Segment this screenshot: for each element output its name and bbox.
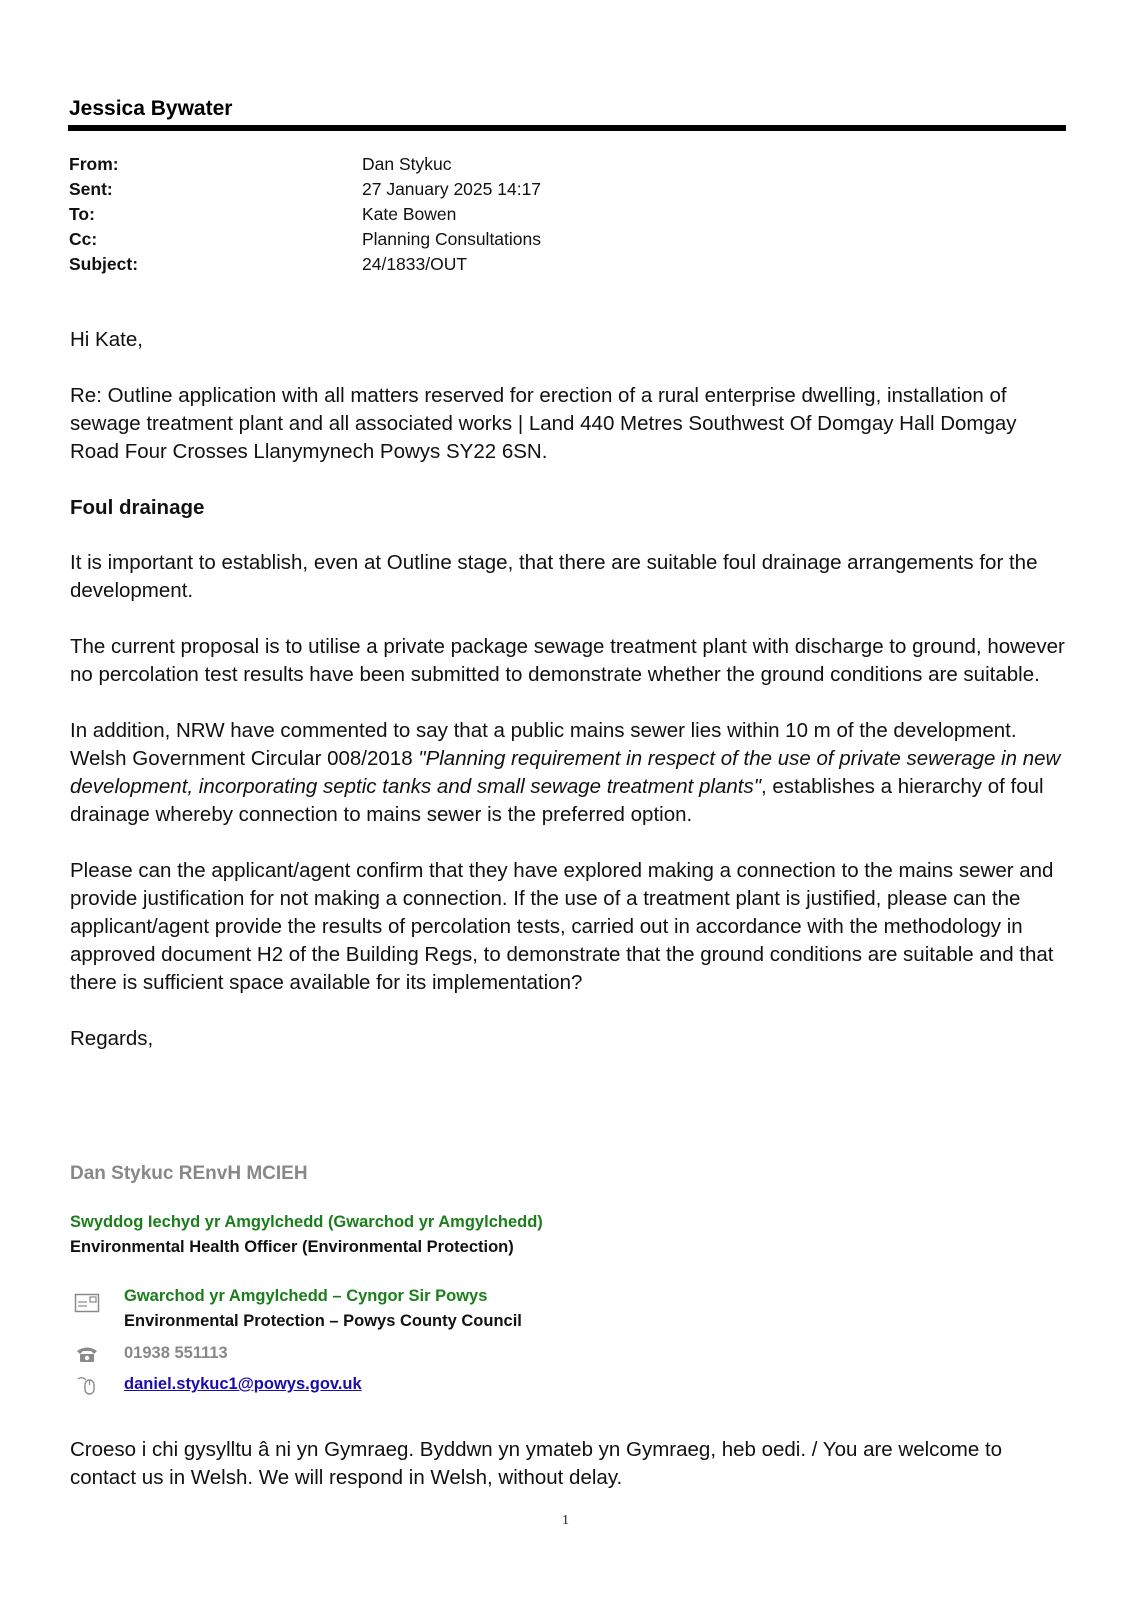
re-line: Re: Outline application with all matters reserved for erection of a rural enterprise dwelling, installation of sewage treatment plant and all associated works | Land 440 Metres Southwest Of Domgay Hall Domgay Road Four Crosses Llanymynech Powys SY22 6SN.: [70, 384, 1017, 463]
paragraph-1: It is important to establish, even at Outline stage, that there are suitable foul drainage arrangements for the development.: [70, 551, 1038, 602]
header-divider: [68, 125, 1066, 131]
cc-label: Cc:: [69, 229, 98, 249]
telephone-icon: [74, 1344, 102, 1366]
department-welsh: Gwarchod yr Amgylchedd – Cyngor Sir Powys: [124, 1287, 488, 1305]
welsh-language-note: Croeso i chi gysylltu â ni yn Gymraeg. Byddwn yn ymateb yn Gymraeg, heb oedi. / You are welcome to contact us in Welsh. We will respond in Welsh, without delay.: [70, 1438, 1003, 1489]
from-label: From:: [69, 154, 119, 174]
paragraph-3-end: , establishes a hierarchy of foul drainage whereby connection to mains sewer is the preferred option.: [70, 775, 1044, 826]
paragraph-4: Please can the applicant/agent confirm that they have explored making a connection to the mains sewer and provide justification for not making a connection. If the use of a treatment plant is justified, please can the applicant/agent provide the results of percolation tests, carried out in accordance with the methodology in approved document H2 of the Building Regs, to demonstrate that the ground conditions are suitable and that there is sufficient space available for its implementation?: [70, 859, 1054, 994]
department-english: Environmental Protection – Powys County Council: [124, 1312, 522, 1330]
from-value: Dan Stykuc: [362, 154, 452, 174]
header-row-subject: [69, 252, 541, 277]
signature-title-welsh: Swyddog Iechyd yr Amgylchedd (Gwarchod yr Amgylchedd): [70, 1213, 543, 1231]
signature-title-english: Environmental Health Officer (Environmental Protection): [70, 1238, 514, 1256]
sent-value: 27 January 2025 14:17: [362, 179, 542, 199]
cc-value: Planning Consultations: [362, 229, 542, 249]
email-headers: [69, 152, 541, 277]
mailbox-owner-name: Jessica Bywater: [69, 97, 233, 120]
page-number: 1: [562, 1513, 569, 1528]
signature-name: Dan Stykuc REnvH MCIEH: [70, 1163, 308, 1184]
sent-label: Sent:: [69, 179, 113, 199]
paragraph-3: [70, 717, 1070, 829]
email-link[interactable]: daniel.stykuc1@powys.gov.uk: [124, 1375, 362, 1393]
paragraph-3-start: In addition, NRW have commented to say that a public mains sewer lies within 10 m of the development. Welsh Government Circular 008/2018: [70, 719, 1017, 770]
mouse-icon: [74, 1375, 102, 1397]
email-body: [70, 326, 1070, 1081]
subject-label: Subject:: [69, 254, 139, 274]
greeting: Hi Kate,: [70, 328, 143, 351]
header-row-to: [69, 202, 541, 227]
to-value: Kate Bowen: [362, 204, 457, 224]
paragraph-2: The current proposal is to utilise a private package sewage treatment plant with discharge to ground, however no percolation test results have been submitted to demonstrate whether the ground conditions are suitable.: [70, 635, 1065, 686]
closing: Regards,: [70, 1027, 154, 1050]
subject-value: 24/1833/OUT: [362, 254, 468, 274]
header-row-from: [69, 152, 541, 177]
phone-number: 01938 551113: [124, 1344, 228, 1362]
header-row-sent: [69, 177, 541, 202]
circular-title: "Planning requirement in respect of the use of private sewerage in new development, incorporating septic tanks and small sewage treatment plants": [70, 747, 1061, 798]
to-label: To:: [69, 204, 95, 224]
section-heading: Foul drainage: [70, 496, 205, 519]
envelope-icon: [74, 1293, 102, 1315]
header-row-cc: [69, 227, 541, 252]
